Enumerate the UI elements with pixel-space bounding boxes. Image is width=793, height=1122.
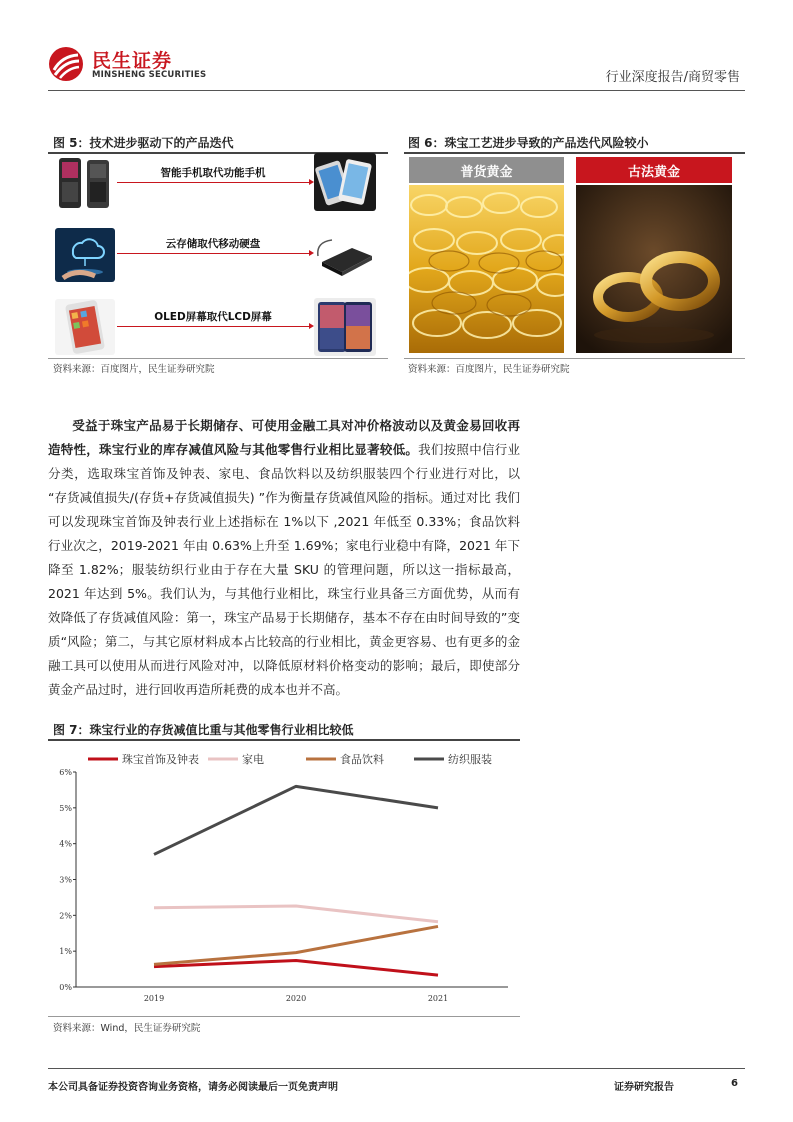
footer-disclaimer: 本公司具备证券投资咨询业务资格，请务必阅读最后一页免责声明 (48, 1082, 338, 1093)
figure6-title-rule (404, 152, 745, 154)
figure7-title: 图 7：珠宝行业的存货减值比重与其他零售行业相比较低 (53, 723, 354, 737)
figure6-source: 资料来源：百度图片，民生证券研究院 (408, 364, 570, 375)
figure5-arrow-2 (117, 253, 311, 254)
hard-drive-icon (314, 226, 376, 284)
figure7-source: 资料来源：Wind，民生证券研究院 (53, 1023, 201, 1034)
legend-label: 珠宝首饰及钟表 (122, 753, 199, 766)
lcd-phone-icon (55, 299, 115, 355)
figure7-title-rule (48, 739, 520, 741)
figure5-label-1: 智能手机取代功能手机 (160, 167, 266, 179)
figure5-label-2: 云存储取代移动硬盘 (165, 238, 261, 250)
common-gold-tag: 普货黄金 (409, 157, 564, 183)
chart-legend (88, 752, 492, 766)
body-paragraph (48, 414, 520, 702)
y-tick-label: 4% (59, 839, 72, 849)
minsheng-logo-icon (48, 46, 84, 82)
inventory-impairment-line-chart (48, 745, 520, 1015)
gold-bracelets-image (409, 185, 564, 353)
ancient-gold-rings-image (576, 185, 732, 353)
y-tick-label: 0% (59, 983, 72, 992)
figure6-title: 图 6：珠宝工艺进步导致的产品迭代风险较小 (408, 136, 649, 150)
y-tick-label: 2% (59, 911, 72, 921)
series-line (154, 906, 438, 922)
x-tick-label: 2021 (427, 994, 449, 1003)
smartphone-icon (314, 153, 376, 211)
series-line (154, 786, 438, 854)
oled-phone-icon (314, 298, 376, 356)
x-tick-label: 2020 (285, 994, 307, 1003)
y-tick-label: 6% (59, 768, 72, 777)
figure6-bottom-rule (404, 358, 745, 359)
figure5-bottom-rule (48, 358, 388, 359)
legend-label: 纺织服装 (448, 753, 492, 766)
series-line (154, 926, 438, 964)
y-tick-label: 1% (59, 947, 72, 957)
chart-plot-area (154, 786, 438, 975)
footer-divider (48, 1068, 745, 1069)
figure7-bottom-rule (48, 1016, 520, 1017)
feature-phone-icon (55, 155, 115, 210)
report-category: 行业深度报告/商贸零售 (605, 70, 740, 85)
x-tick-label: 2019 (143, 994, 165, 1003)
legend-label: 家电 (242, 753, 264, 766)
figure5-arrow-1 (117, 182, 311, 183)
cloud-storage-icon (55, 228, 115, 282)
chart-axes (59, 768, 508, 1003)
figure5-label-3: OLED屏幕取代LCD屏幕 (154, 311, 272, 323)
legend-label: 食品饮料 (340, 753, 384, 766)
page-number: 6 (731, 1078, 738, 1089)
figure5-title: 图 5：技术进步驱动下的产品迭代 (53, 136, 234, 150)
logo-chinese-name: 民生证券 (92, 50, 173, 72)
series-line (154, 960, 438, 975)
y-tick-label: 5% (59, 803, 72, 813)
figure5-arrow-3 (117, 326, 311, 327)
header-divider (48, 90, 745, 91)
y-tick-label: 3% (59, 875, 72, 885)
ancient-gold-tag: 古法黄金 (576, 157, 732, 183)
body-bold-lead: 受益于珠宝产品易于长期储存、可使用金融工具对冲价格波动以及黄金易回收再造特性，珠宝行业的库存减值风险与其他零售行业相比显著较低。 (48, 418, 520, 457)
body-text: 我们按照中信行业分类，选取珠宝首饰及钟表、家电、食品饮料以及纺织服装四个行业进行对比，以 “存货减值损失/(存货+存货减值损失) ”作为衡量存货减值风险的指标。通过对比 我们可以发现珠宝首饰及钟表行业上述指标在 1%以下 ,2021 年低至 0.33%；食品饮料行业次之，2019-2021 年由 0.63%上升至 1.69%；家电行业稳中有降，2021 年下降至 1.82%；服装纺织行业由于存在大量 SKU 的管理问题，所以这一指标最高，2021 年达到 5%。我们认为，与其他行业相比，珠宝行业具备三方面优势，从而有效降低了存货减值风险：第一，珠宝产品易于长期储存，基本不存在由时间导致的”变质“风险；第二，与其它原材料成本占比较高的行业相比，黄金更容易、也有更多的金融工具可以使用从而进行风险对冲，以降低原材料价格变动的影响；最后，即使部分黄金产品过时，进行回收再造所耗费的成本也并不高。 (48, 442, 520, 697)
logo-english-name: MINSHENG SECURITIES (92, 70, 207, 80)
figure5-source: 资料来源：百度图片，民生证券研究院 (53, 364, 215, 375)
footer-report-type: 证券研究报告 (614, 1082, 674, 1093)
